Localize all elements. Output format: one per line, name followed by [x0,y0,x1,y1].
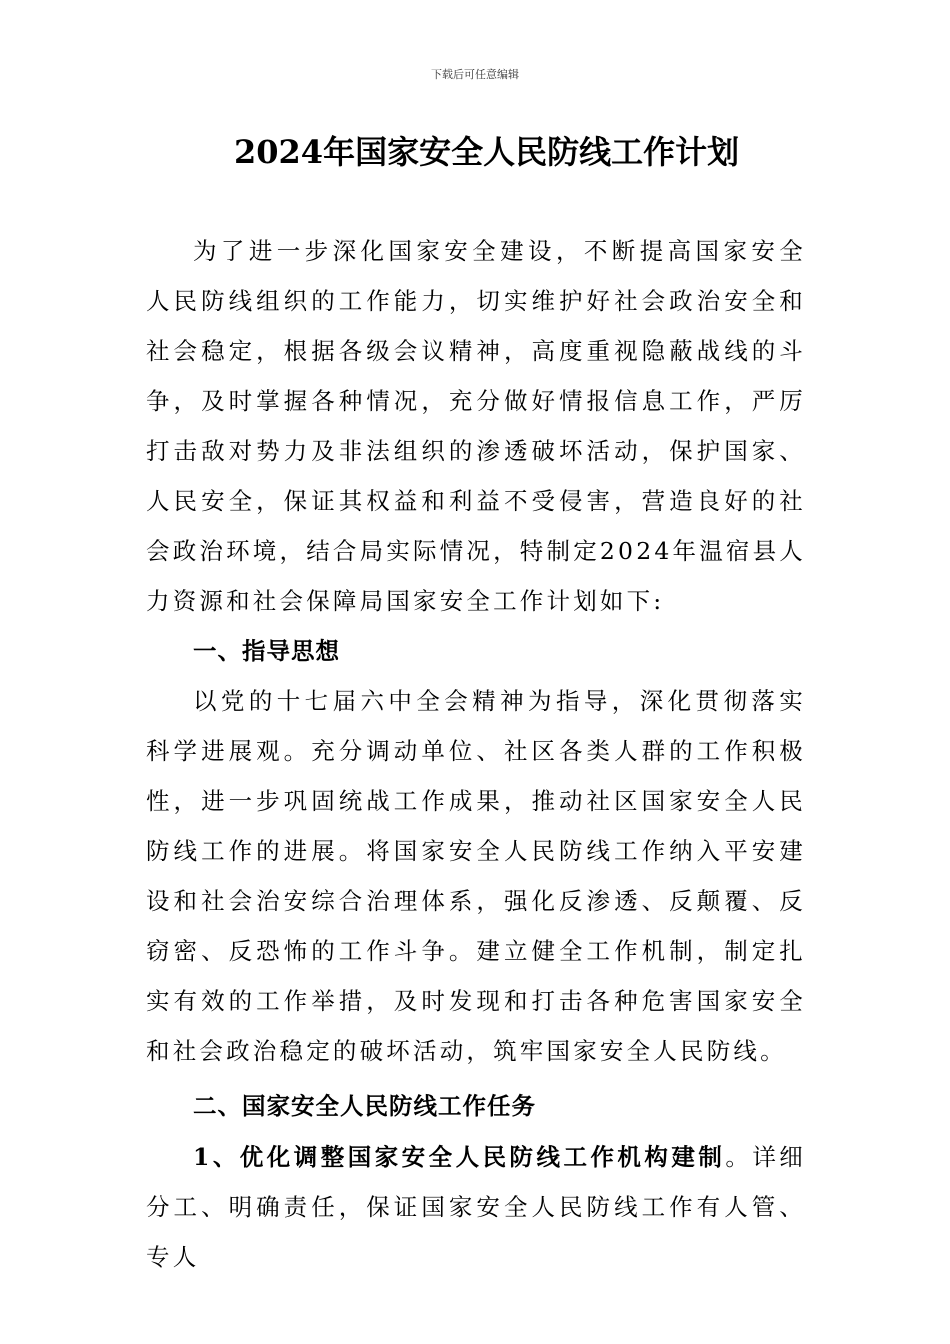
guiding-thought-paragraph: 以党的十七届六中全会精神为指导，深化贯彻落实科学进展观。充分调动单位、社区各类人群的工作积极性，进一步巩固统战工作成果，推动社区国家安全人民防线工作的进展。将国家安全人民防线工作纳入平安建设和社会治安综合治理体系，强化反渗透、反颠覆、反窃密、反恐怖的工作斗争。建立健全工作机制，制定扎实有效的工作举措，及时发现和打击各种危害国家安全和社会政治稳定的破坏活动，筑牢国家安全人民防线。 [146,687,806,1065]
header-note: 下载后可任意编辑 [431,68,519,81]
task-item-1-lead: 1、优化调整国家安全人民防线工作机构建制 [193,1143,726,1171]
document-body [146,226,806,1282]
section-heading-tasks: 二、国家安全人民防线工作任务 [193,1092,536,1120]
task-item-1 [146,1132,806,1282]
section-heading-guiding-thought: 一、指导思想 [193,637,340,665]
task-item-1-text: 。详细分工、明确责任，保证国家安全人民防线工作有人管、专人 [146,1143,806,1271]
page-title: 2024年国家安全人民防线工作计划 [234,133,740,171]
intro-paragraph: 为了进一步深化国家安全建设，不断提高国家安全人民防线组织的工作能力，切实维护好社会政治安全和社会稳定，根据各级会议精神，高度重视隐蔽战线的斗争，及时掌握各种情况，充分做好情报信息工作，严厉打击敌对势力及非法组织的渗透破坏活动，保护国家、人民安全，保证其权益和利益不受侵害，营造良好的社会政治环境，结合局实际情况，特制定2024年温宿县人力资源和社会保障局国家安全工作计划如下: [146,237,807,615]
